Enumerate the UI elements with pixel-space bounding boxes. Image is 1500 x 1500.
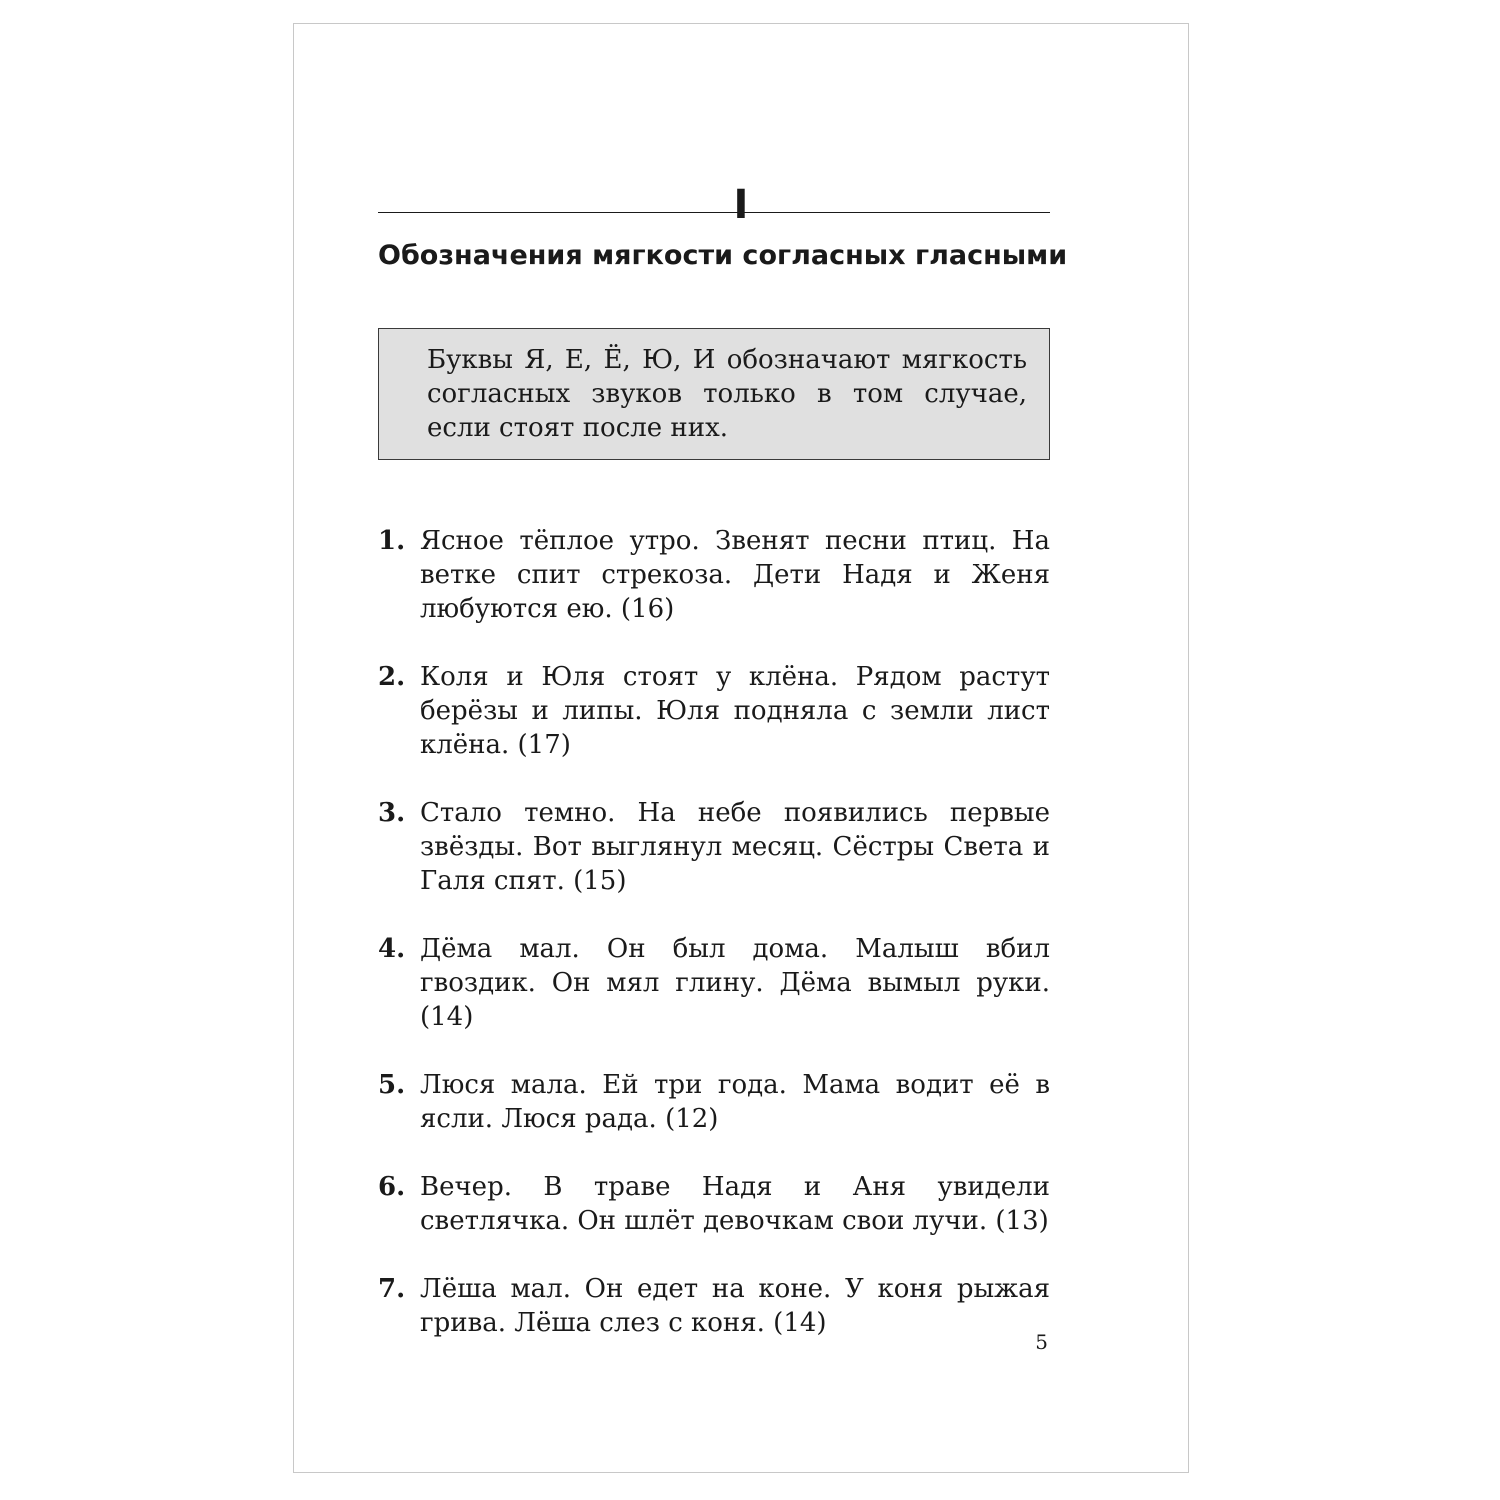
exercise-text: Люся мала. Ей три года. Мама водит её в ясли. Люся рада. (12) xyxy=(420,1070,1050,1134)
exercise-number: 4. xyxy=(378,934,406,964)
exercise-number: 1. xyxy=(378,526,406,556)
book-page xyxy=(293,23,1189,1473)
exercise-text: Коля и Юля стоят у клёна. Рядом растут берёзы и липы. Юля подняла с земли лист клёна. (17) xyxy=(420,662,1050,760)
exercise-item xyxy=(378,1272,1050,1340)
exercise-list xyxy=(378,524,1050,1374)
exercise-text: Вечер. В траве Надя и Аня увидели светлячка. Он шлёт девочкам свои лучи. (13) xyxy=(420,1172,1050,1236)
page-number: 5 xyxy=(1035,1330,1048,1354)
exercise-text: Дёма мал. Он был дома. Малыш вбил гвоздик. Он мял глину. Дёма вымыл руки. (14) xyxy=(420,934,1050,1032)
exercise-item xyxy=(378,796,1050,898)
exercise-item xyxy=(378,524,1050,626)
exercise-item xyxy=(378,660,1050,762)
chapter-number: I xyxy=(733,182,749,228)
exercise-text: Стало темно. На небе появились первые звёзды. Вот выглянул месяц. Сёстры Света и Галя спят. (15) xyxy=(420,798,1050,896)
exercise-number: 7. xyxy=(378,1274,406,1304)
exercise-number: 5. xyxy=(378,1070,406,1100)
rule-text: Буквы Я, Е, Ё, Ю, И обозначают мягкость согласных звуков только в том случае, если стоят после них. xyxy=(427,345,1027,443)
exercise-item xyxy=(378,932,1050,1034)
exercise-item xyxy=(378,1170,1050,1238)
exercise-item xyxy=(378,1068,1050,1136)
exercise-number: 6. xyxy=(378,1172,406,1202)
chapter-divider xyxy=(378,212,1050,213)
rule-box xyxy=(378,328,1050,460)
exercise-text: Ясное тёплое утро. Звенят песни птиц. На ветке спит стрекоза. Дети Надя и Женя любуются ею. (16) xyxy=(420,526,1050,624)
exercise-number: 2. xyxy=(378,662,406,692)
exercise-text: Лёша мал. Он едет на коне. У коня рыжая грива. Лёша слез с коня. (14) xyxy=(420,1274,1050,1338)
exercise-number: 3. xyxy=(378,798,406,828)
section-title: Обозначения мягкости согласных гласными xyxy=(378,240,1068,271)
